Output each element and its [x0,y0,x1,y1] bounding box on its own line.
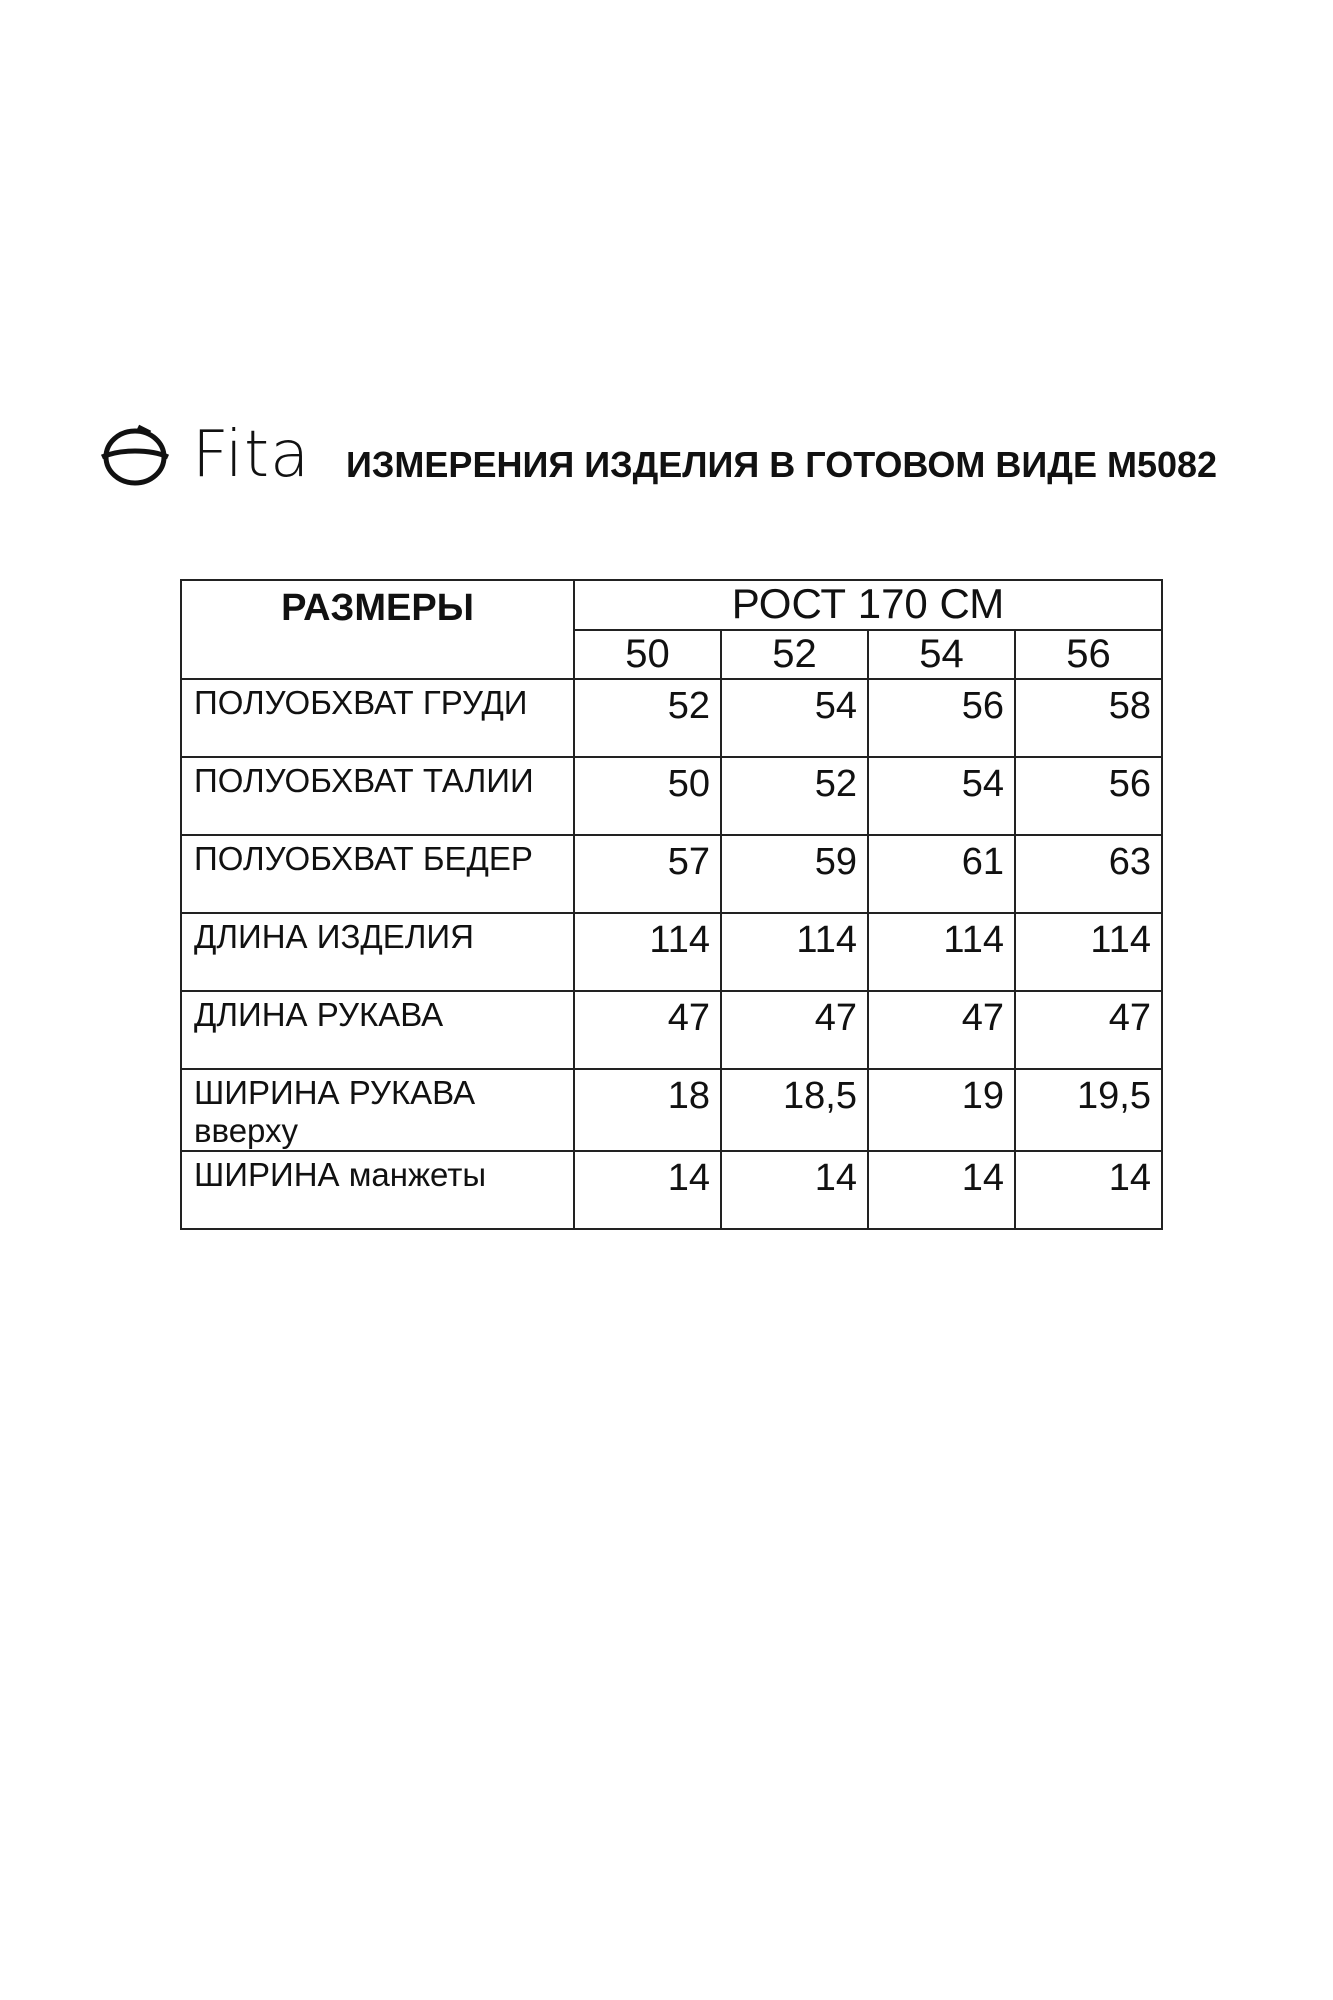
table-row [181,1151,1162,1229]
page-header [100,415,1260,495]
row-label: ПОЛУОБХВАТ БЕДЕР [181,835,574,913]
cell-value: 114 [721,913,868,991]
height-header: РОСТ 170 СМ [574,580,1162,630]
cell-value: 59 [721,835,868,913]
cell-value: 19 [868,1069,1015,1151]
cell-value: 52 [721,757,868,835]
cell-value: 14 [721,1151,868,1229]
size-header: 54 [868,630,1015,680]
cell-value: 58 [1015,679,1162,757]
page-title: ИЗМЕРЕНИЯ ИЗДЕЛИЯ В ГОТОВОМ ВИДЕ М5082 [346,444,1218,485]
size-chart-table [180,579,1161,1230]
brand-logo-text: Fita [192,418,311,492]
cell-value: 52 [574,679,721,757]
cell-value: 114 [1015,913,1162,991]
cell-value: 114 [868,913,1015,991]
row-label: ШИРИНА манжеты [181,1151,574,1229]
cell-value: 18,5 [721,1069,868,1151]
sizes-header: РАЗМЕРЫ [181,580,574,679]
row-label: ДЛИНА ИЗДЕЛИЯ [181,913,574,991]
cell-value: 61 [868,835,1015,913]
size-header: 52 [721,630,868,680]
brand-logo-icon [100,423,170,487]
row-label: ДЛИНА РУКАВА [181,991,574,1069]
size-header: 56 [1015,630,1162,680]
cell-value: 14 [1015,1151,1162,1229]
cell-value: 56 [868,679,1015,757]
table-row [181,991,1162,1069]
cell-value: 63 [1015,835,1162,913]
table-row [181,757,1162,835]
cell-value: 47 [1015,991,1162,1069]
row-label: ШИРИНА РУКАВА вверху [181,1069,574,1151]
cell-value: 54 [721,679,868,757]
table-row [181,913,1162,991]
cell-value: 47 [868,991,1015,1069]
cell-value: 54 [868,757,1015,835]
cell-value: 19,5 [1015,1069,1162,1151]
table-row [181,1069,1162,1151]
table-row [181,835,1162,913]
cell-value: 14 [868,1151,1015,1229]
cell-value: 18 [574,1069,721,1151]
size-header: 50 [574,630,721,680]
row-label: ПОЛУОБХВАТ ГРУДИ [181,679,574,757]
cell-value: 114 [574,913,721,991]
cell-value: 14 [574,1151,721,1229]
cell-value: 57 [574,835,721,913]
cell-value: 47 [721,991,868,1069]
row-label: ПОЛУОБХВАТ ТАЛИИ [181,757,574,835]
cell-value: 56 [1015,757,1162,835]
table-row [181,679,1162,757]
cell-value: 47 [574,991,721,1069]
cell-value: 50 [574,757,721,835]
